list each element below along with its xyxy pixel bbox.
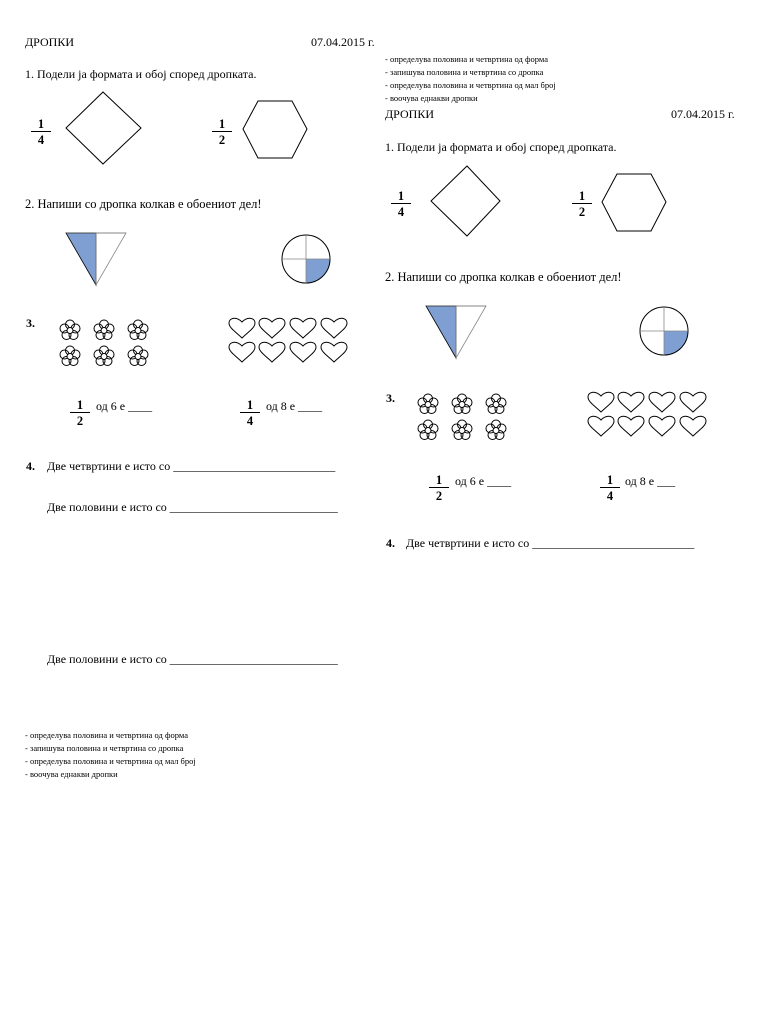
fraction-one-half: $\frac{1}{2}$ bbox=[212, 117, 232, 148]
objective-item: - определува половина и четвртина од форма bbox=[385, 54, 548, 64]
question-1-text: 1. Подели ја формата и обој според дропката. bbox=[25, 67, 257, 81]
hearts-group bbox=[587, 390, 711, 438]
shaded-circle bbox=[280, 233, 332, 285]
shaded-triangle bbox=[66, 231, 128, 287]
question-3-label: 3. bbox=[386, 391, 395, 405]
quarter-of-eight-text: од 8 е ____ bbox=[266, 399, 323, 413]
question-2-text: 2. Напиши со дропка колкав е обоениот дел! bbox=[385, 270, 622, 284]
fraction-quarter-of-eight: $\frac{1}{4}$ bbox=[600, 473, 620, 504]
flowers-group bbox=[54, 318, 154, 368]
fraction-half-of-six: $\frac{1}{2}$ bbox=[429, 473, 449, 504]
shaded-triangle bbox=[426, 304, 488, 360]
worksheet-date: 07.04.2015 г. bbox=[311, 35, 375, 49]
question-4-line-2: Две половини е исто со ____________________________ bbox=[47, 500, 338, 514]
flowers-group bbox=[412, 392, 512, 442]
quarter-of-eight-text: од 8 е ___ bbox=[625, 474, 676, 488]
diamond-shape bbox=[428, 163, 508, 243]
hearts-group bbox=[228, 316, 352, 364]
objective-item: - воочува еднакви дропки bbox=[25, 769, 118, 779]
fraction-one-quarter: $\frac{1}{4}$ bbox=[31, 117, 51, 148]
question-4-line-1: Две четвртини е исто со ___________________________ bbox=[406, 536, 695, 550]
half-of-six-text: од 6 е ____ bbox=[96, 399, 153, 413]
fraction-one-half: $\frac{1}{2}$ bbox=[572, 189, 592, 220]
question-4-label: 4. bbox=[386, 536, 395, 550]
fraction-half-of-six: $\frac{1}{2}$ bbox=[70, 398, 90, 429]
question-4-line-1: Две четвртини е исто со ___________________________ bbox=[47, 459, 336, 473]
half-of-six-text: од 6 е ____ bbox=[455, 474, 512, 488]
objective-item: - определува половина и четвртина од мал број bbox=[25, 756, 196, 766]
worksheet-title: ДРОПКИ bbox=[385, 107, 435, 121]
objectives-list bbox=[25, 729, 196, 781]
objective-item: - воочува еднакви дропки bbox=[385, 93, 478, 103]
worksheet-title: ДРОПКИ bbox=[25, 35, 75, 49]
fraction-one-quarter: $\frac{1}{4}$ bbox=[391, 189, 411, 220]
shaded-circle bbox=[638, 305, 690, 357]
question-2-text: 2. Напиши со дропка колкав е обоениот дел! bbox=[25, 197, 262, 211]
question-4-line-3: Две половини е исто со ____________________________ bbox=[47, 652, 338, 666]
objective-item: - запишува половина и четвртина со дропка bbox=[25, 743, 184, 753]
diamond-shape bbox=[63, 88, 143, 168]
fraction-quarter-of-eight: $\frac{1}{4}$ bbox=[240, 398, 260, 429]
worksheet-date: 07.04.2015 г. bbox=[671, 107, 735, 121]
objective-item: - определува половина и четвртина од форма bbox=[25, 730, 188, 740]
question-3-label: 3. bbox=[26, 316, 35, 330]
question-1-text: 1. Подели ја формата и обој според дропката. bbox=[385, 140, 617, 154]
question-4-label: 4. bbox=[26, 459, 35, 473]
objective-item: - определува половина и четвртина од мал број bbox=[385, 80, 556, 90]
objectives-list-top bbox=[385, 53, 556, 105]
objective-item: - запишува половина и четвртина со дропка bbox=[385, 67, 544, 77]
hexagon-shape bbox=[601, 173, 667, 233]
hexagon-shape bbox=[242, 100, 308, 160]
